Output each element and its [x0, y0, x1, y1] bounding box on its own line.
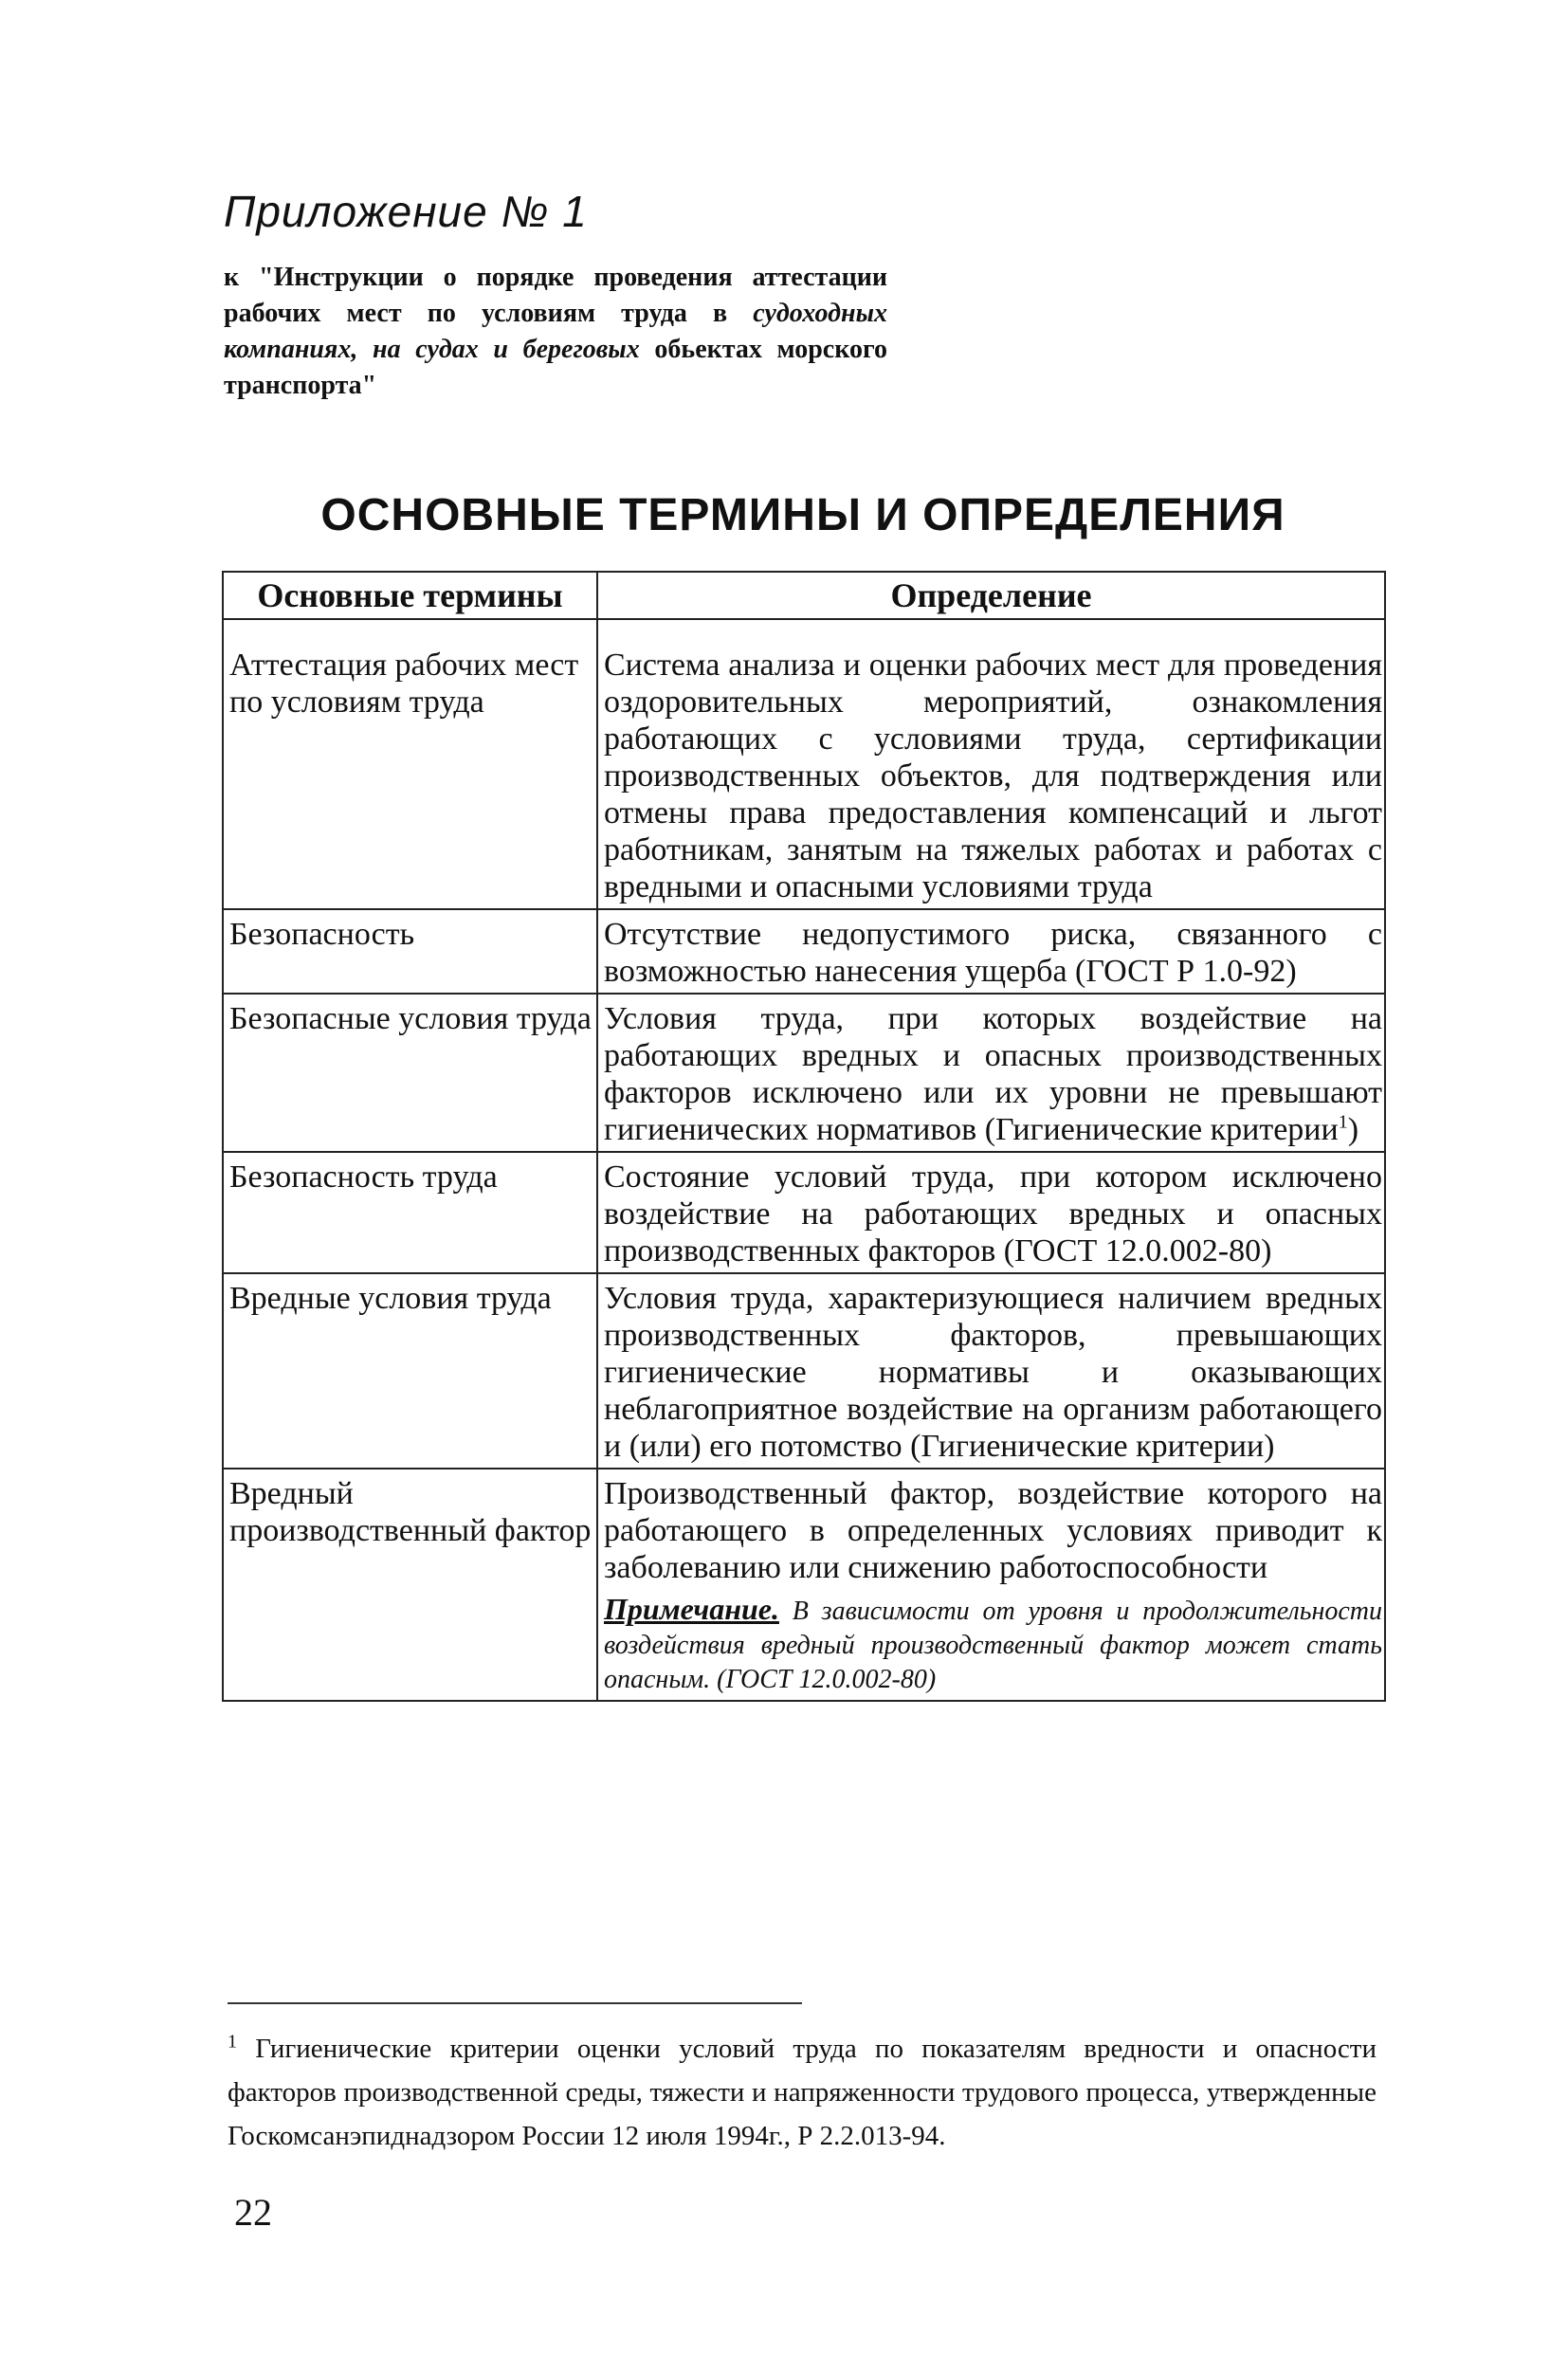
note-text: В зависимости от уровня и продолжительности воздействия вредный производственный фактор может стать опасным. (ГОСТ 12.0.002-80): [604, 1597, 1382, 1694]
table-row: [223, 1273, 1385, 1469]
footnote-divider: [228, 2002, 802, 2004]
term-cell: Аттестация рабочих мест по условиям труда: [223, 619, 597, 909]
table-row: [223, 619, 1385, 909]
table-row: [223, 909, 1385, 994]
appendix-title: Приложение № 1: [224, 187, 588, 236]
term-cell: Безопасность: [223, 909, 597, 994]
term-cell: Вредный производственный фактор: [223, 1469, 597, 1701]
page-number: 22: [234, 2191, 272, 2234]
term-cell: Безопасные условия труда: [223, 994, 597, 1152]
definition-note: [604, 1592, 1382, 1697]
column-header-definition: Определение: [597, 572, 1385, 619]
definition-text-tail: ): [1347, 1112, 1359, 1147]
definition-cell: Отсутствие недопустимого риска, связанного с возможностью нанесения ущерба (ГОСТ Р 1.0-92): [597, 909, 1385, 994]
term-cell: Безопасность труда: [223, 1152, 597, 1273]
footnote-reference: 1: [1338, 1111, 1348, 1133]
table-row: [223, 1152, 1385, 1273]
footnote-marker: 1: [228, 2031, 237, 2053]
appendix-subtitle-italic: судоходных компаниях, на судах и береговых: [224, 299, 887, 364]
definition-text: Производственный фактор, воздействие которого на работающего в определенных условиях приводит к заболеванию или снижению работоспособности: [604, 1476, 1382, 1585]
definition-text: Условия труда, при которых воздействие на работающих вредных и опасных производственных факторов исключено или их уровни не превышают гигиенических нормативов (Гигиенические критерии: [604, 1001, 1382, 1147]
definition-cell: Состояние условий труда, при котором исключено воздействие на работающих вредных и опасных производственных факторов (ГОСТ 12.0.002-80): [597, 1152, 1385, 1273]
page-heading: ОСНОВНЫЕ ТЕРМИНЫ И ОПРЕДЕЛЕНИЯ: [320, 490, 1285, 540]
table-header-row: [223, 572, 1385, 619]
footnote-text: Гигиенические критерии оценки условий труда по показателям вредности и опасности факторов производственной среды, тяжести и напряженности трудового процесса, утвержденные Госкомсанэпиднадзором России 12 июля 1994г., Р 2.2.013-94.: [228, 2034, 1377, 2151]
definition-cell: Условия труда, характеризующиеся наличием вредных производственных факторов, превышающих гигиенические нормативы и оказывающих неблагоприятное воздействие на организм работающего и (или) его потомство (Гигиенические критерии): [597, 1273, 1385, 1469]
note-label: Примечание.: [604, 1592, 779, 1626]
definition-cell: Система анализа и оценки рабочих мест для проведения оздоровительных мероприятий, ознакомления работающих с условиями труда, сертификации производственных объектов, для подтверждения или отмены права предоставления компенсаций и льгот работникам, занятым на тяжелых работах и работах с вредными и опасными условиями труда: [597, 619, 1385, 909]
definition-cell: [597, 994, 1385, 1152]
definition-cell: [597, 1469, 1385, 1701]
appendix-subtitle-end: обьектах морского транспорта": [224, 335, 887, 400]
appendix-subtitle: [224, 260, 887, 404]
footnote: [228, 2027, 1377, 2158]
appendix-subtitle-plain: к "Инструкции о порядке проведения аттестации рабочих мест по условиям труда в: [224, 263, 887, 328]
term-cell: Вредные условия труда: [223, 1273, 597, 1469]
table-row: [223, 994, 1385, 1152]
terms-table: [222, 571, 1386, 1702]
table-row: [223, 1469, 1385, 1701]
column-header-terms: Основные термины: [223, 572, 597, 619]
